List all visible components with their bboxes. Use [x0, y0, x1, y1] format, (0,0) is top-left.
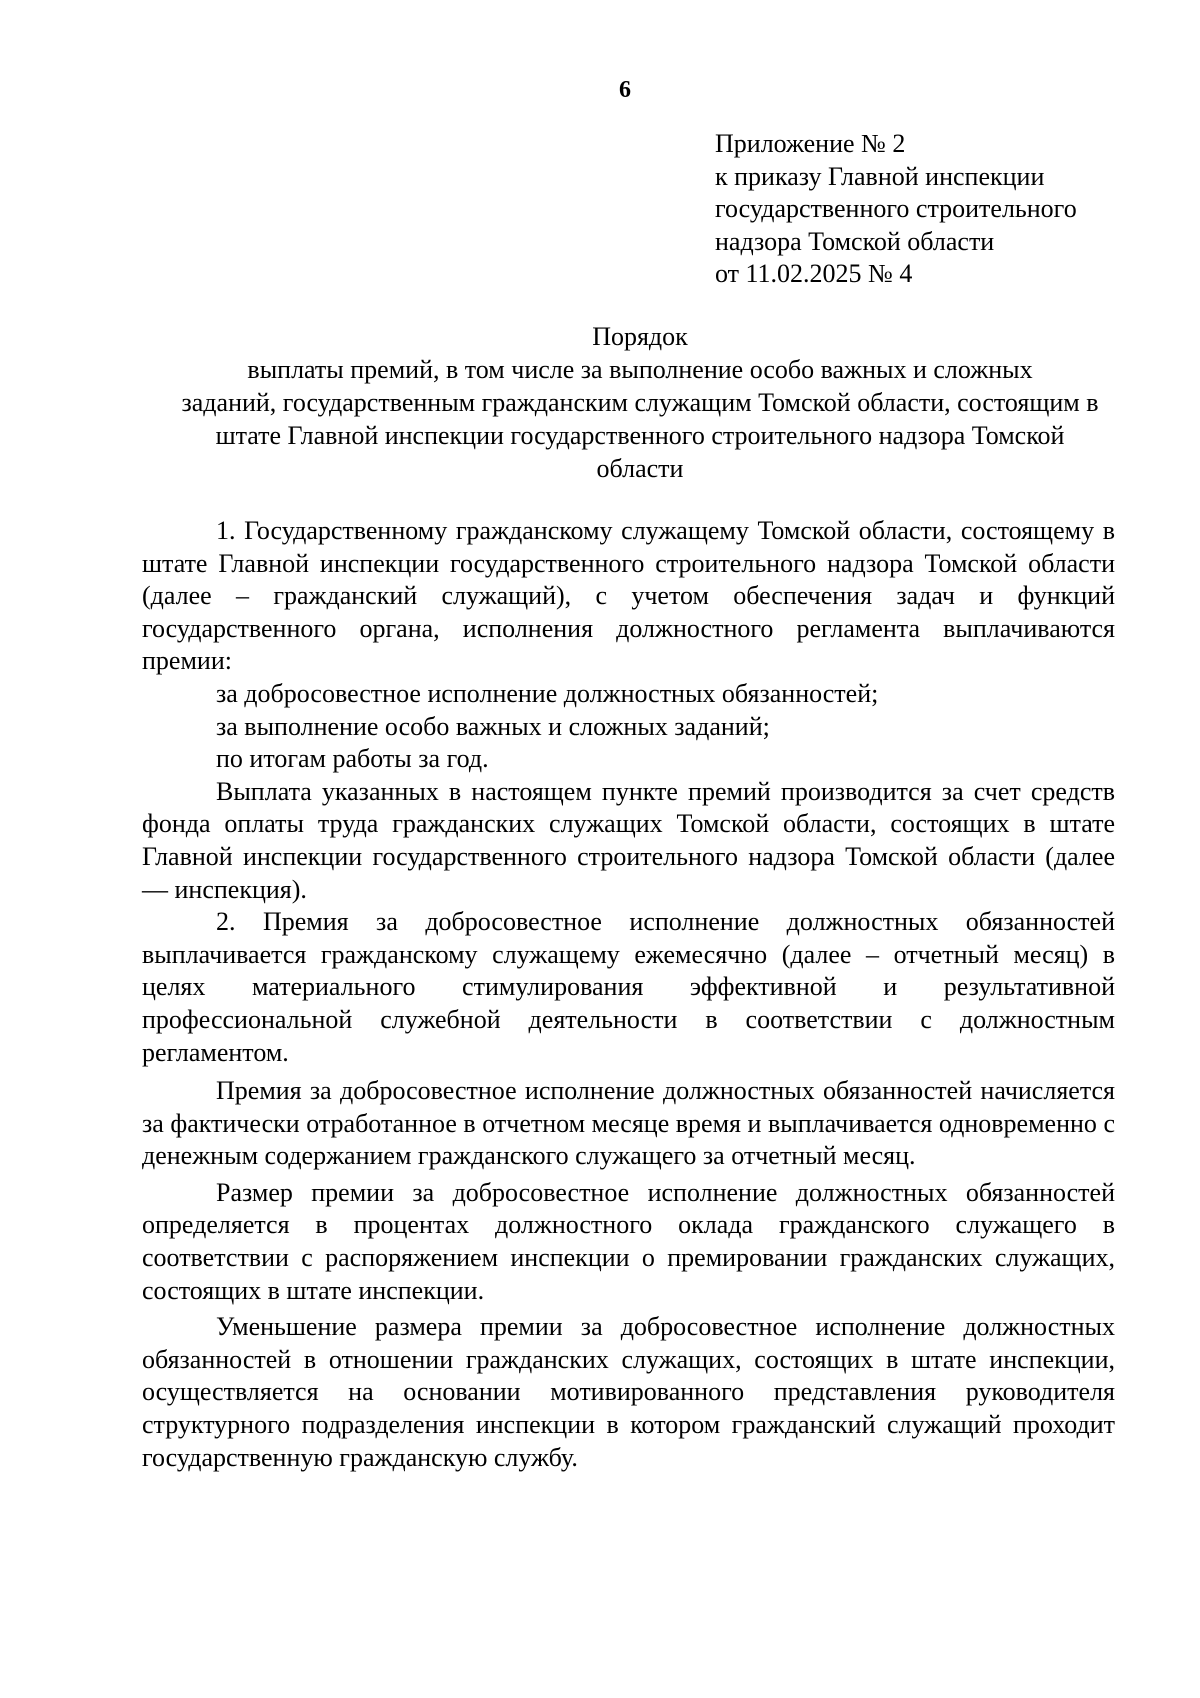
- title-subtitle-line: области: [596, 454, 684, 483]
- paragraph-3: 2. Премия за добросовестное исполнение должностных обязанностей выплачивается гражданскому служащему ежемесячно (далее – отчетный месяц) в целях материального стимулирования эффективной и результативной профессиональной служебной деятельности в соответствии с должностным регламентом.: [142, 907, 1115, 1067]
- document-title: [140, 320, 1140, 485]
- title-subtitle-line: заданий, государственным гражданским служащим Томской области, состоящим в: [181, 388, 1099, 417]
- title-subtitle-line: выплаты премий, в том числе за выполнение особо важных и сложных: [247, 355, 1033, 384]
- list-item: за добросовестное исполнение должностных обязанностей;: [216, 678, 879, 708]
- list-item: по итогам работы за год.: [216, 744, 489, 774]
- appendix-line: от 11.02.2025 № 4: [715, 259, 913, 288]
- paragraph-2: Выплата указанных в настоящем пункте премий производится за счет средств фонда оплаты труда гражданских служащих Томской области, состоящих в штате Главной инспекции государственного строительного надзора Томской области (далее — инспекция).: [142, 776, 1115, 904]
- appendix-line: Приложение № 2: [715, 129, 906, 158]
- paragraph-5: Размер премии за добросовестное исполнение должностных обязанностей определяется в процентах должностного оклада гражданского служащего в соответствии с распоряжением инспекции о премировании гражданских служащих, состоящих в штате инспекции.: [142, 1177, 1115, 1305]
- appendix-line: к приказу Главной инспекции: [715, 161, 1045, 191]
- page-number: 6: [619, 77, 631, 103]
- list-item: за выполнение особо важных и сложных заданий;: [216, 711, 770, 741]
- document-body: [142, 515, 1115, 1474]
- appendix-header: [715, 128, 1077, 291]
- paragraph-6: Уменьшение размера премии за добросовестное исполнение должностных обязанностей в отношении гражданских служащих, состоящих в штате инспекции, осуществляется на основании мотивированного представления руководителя структурного подразделения инспекции в котором гражданский служащий проходит государственную гражданскую службу.: [142, 1312, 1115, 1472]
- title-subtitle-line: штате Главной инспекции государственного строительного надзора Томской: [215, 421, 1065, 450]
- appendix-line: надзора Томской области: [715, 226, 995, 256]
- paragraph-1: 1. Государственному гражданскому служащему Томской области, состоящему в штате Главной инспекции государственного строительного надзора Томской области (далее – гражданский служащий), с учетом обеспечения задач и функций государственного органа, исполнения должностного регламента выплачиваются премии:: [142, 516, 1115, 676]
- title-heading: Порядок: [592, 322, 688, 351]
- appendix-line: государственного строительного: [715, 194, 1077, 223]
- paragraph-4: Премия за добросовестное исполнение должностных обязанностей начисляется за фактически отработанное в отчетном месяце время и выплачивается одновременно с денежным содержанием гражданского служащего за отчетный месяц.: [142, 1076, 1115, 1171]
